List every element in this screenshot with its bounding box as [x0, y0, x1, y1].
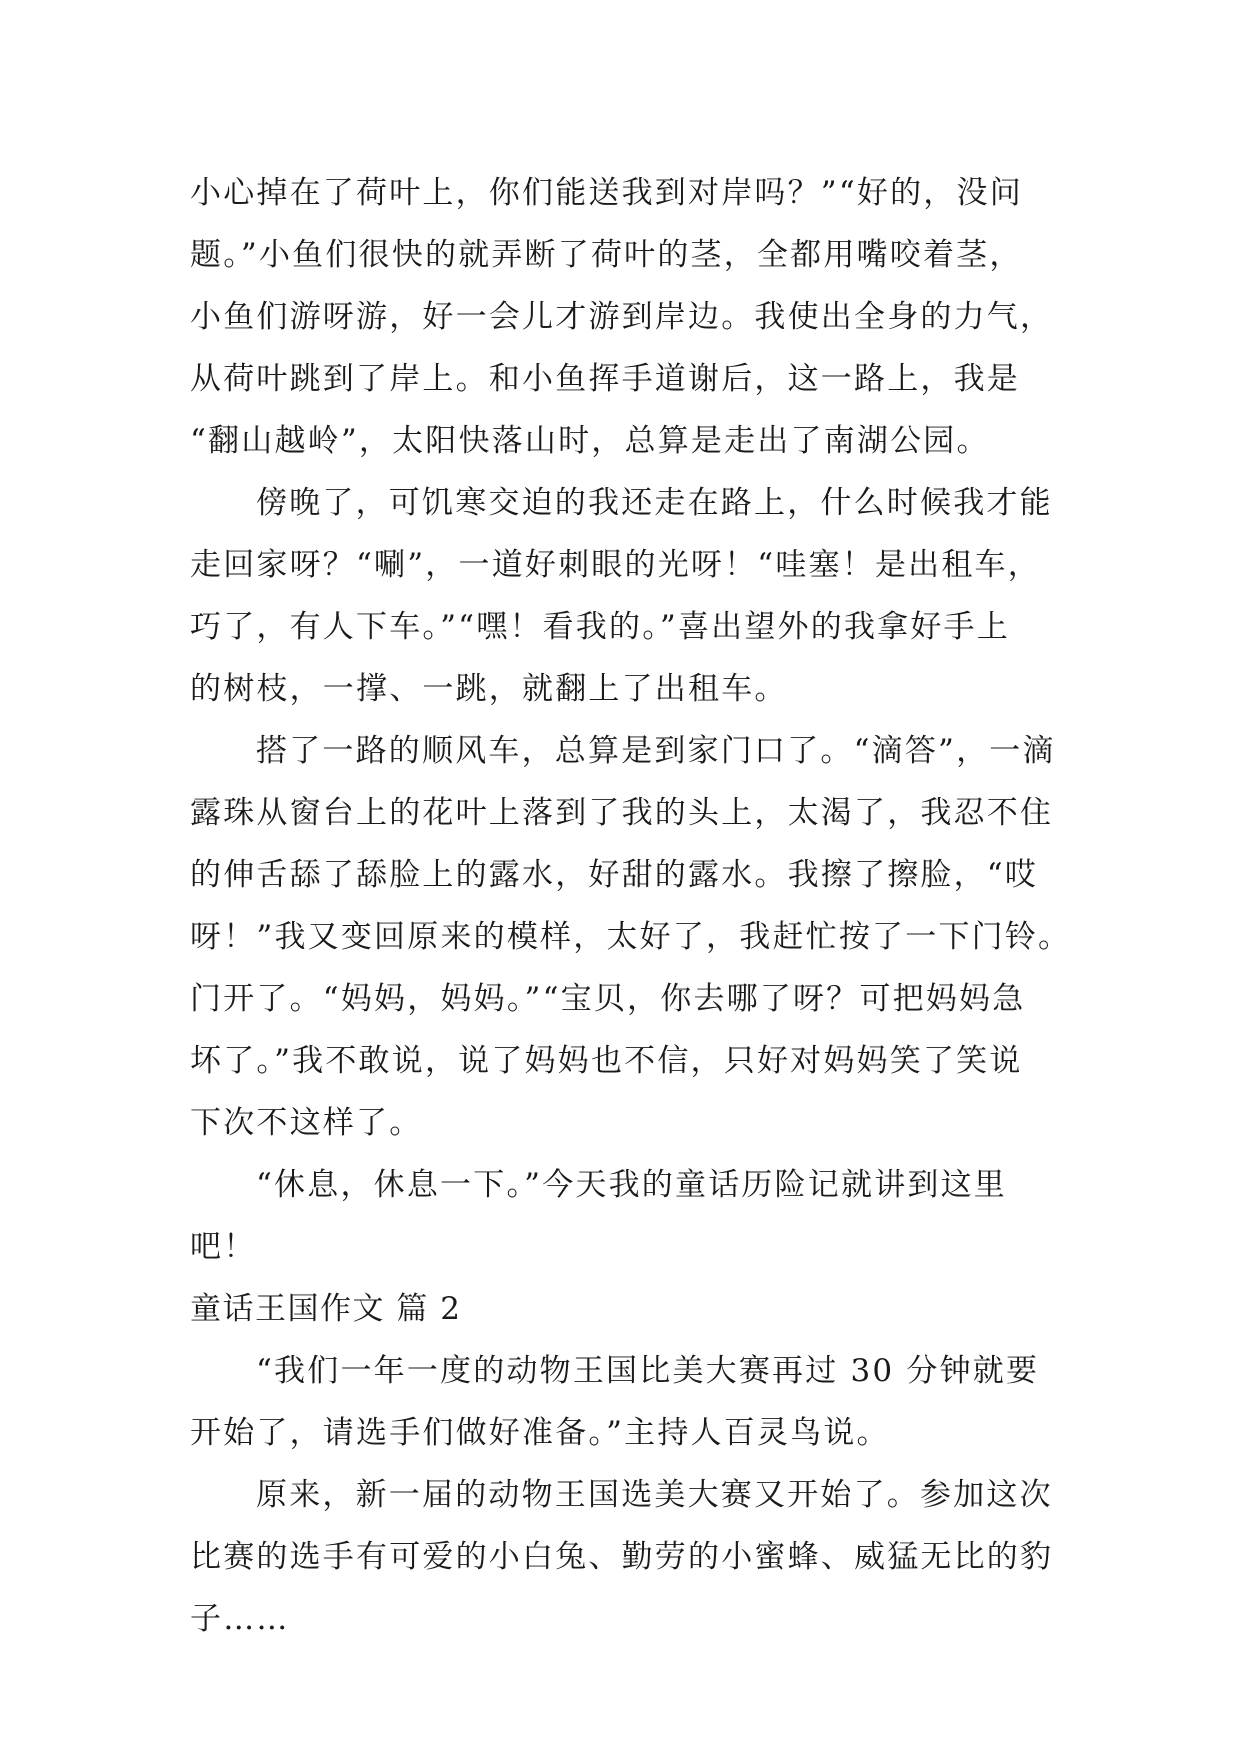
document-body [190, 162, 1070, 1650]
text-line: 走回家呀？“唰”，一道好刺眼的光呀！“哇塞！是出租车， [190, 547, 1041, 583]
text-line: 门开了。“妈妈，妈妈。”“宝贝，你去哪了呀？可把妈妈急 [190, 981, 1026, 1017]
text-line: 小心掉在了荷叶上，你们能送我到对岸吗？”“好的，没问 [190, 175, 1023, 211]
paragraph-start-line: 傍晚了，可饥寒交迫的我还走在路上，什么时候我才能 [256, 485, 1053, 521]
text-line: 比赛的选手有可爱的小白兔、勤劳的小蜜蜂、威猛无比的豹 [190, 1539, 1054, 1575]
paragraph-start-line: “我们一年一度的动物王国比美大赛再过 30 分钟就要 [256, 1353, 1040, 1389]
text-line: 呀！”我又变回原来的模样，太好了，我赶忙按了一下门铃。 [190, 919, 1072, 955]
paragraph-start-line: “休息，休息一下。”今天我的童话历险记就讲到这里 [256, 1167, 1007, 1203]
paragraph-start-line: 原来，新一届的动物王国选美大赛又开始了。参加这次 [256, 1477, 1053, 1513]
text-line: 下次不这样了。 [190, 1105, 423, 1141]
text-line: “翻山越岭”，太阳快落山时，总算是走出了南湖公园。 [190, 423, 990, 459]
text-line: 露珠从窗台上的花叶上落到了我的头上，太渴了，我忍不住 [190, 795, 1054, 831]
text-line: 开始了，请选手们做好准备。”主持人百灵鸟说。 [190, 1415, 890, 1451]
text-line: 从荷叶跳到了岸上。和小鱼挥手道谢后，这一路上，我是 [190, 361, 1020, 397]
text-line: 子…… [190, 1601, 290, 1637]
text-line: 小鱼们游呀游，好一会儿才游到岸边。我使出全身的力气， [190, 299, 1054, 335]
text-line: 吧！ [190, 1229, 257, 1265]
text-line: 坏了。”我不敢说，说了妈妈也不信，只好对妈妈笑了笑说 [190, 1043, 1023, 1079]
text-line: 题。”小鱼们很快的就弄断了荷叶的茎，全都用嘴咬着茎， [190, 237, 1023, 273]
text-line: 的树枝，一撑、一跳，就翻上了出租车。 [190, 671, 788, 707]
paragraph-start-line: 搭了一路的顺风车，总算是到家门口了。“滴答”，一滴 [256, 733, 1056, 769]
text-line: 的伸舌舔了舔脸上的露水，好甜的露水。我擦了擦脸，“哎 [190, 857, 1039, 893]
text-line: 巧了，有人下车。”“嘿！看我的。”喜出望外的我拿好手上 [190, 609, 1010, 645]
section-heading: 童话王国作文 篇 2 [190, 1291, 462, 1327]
